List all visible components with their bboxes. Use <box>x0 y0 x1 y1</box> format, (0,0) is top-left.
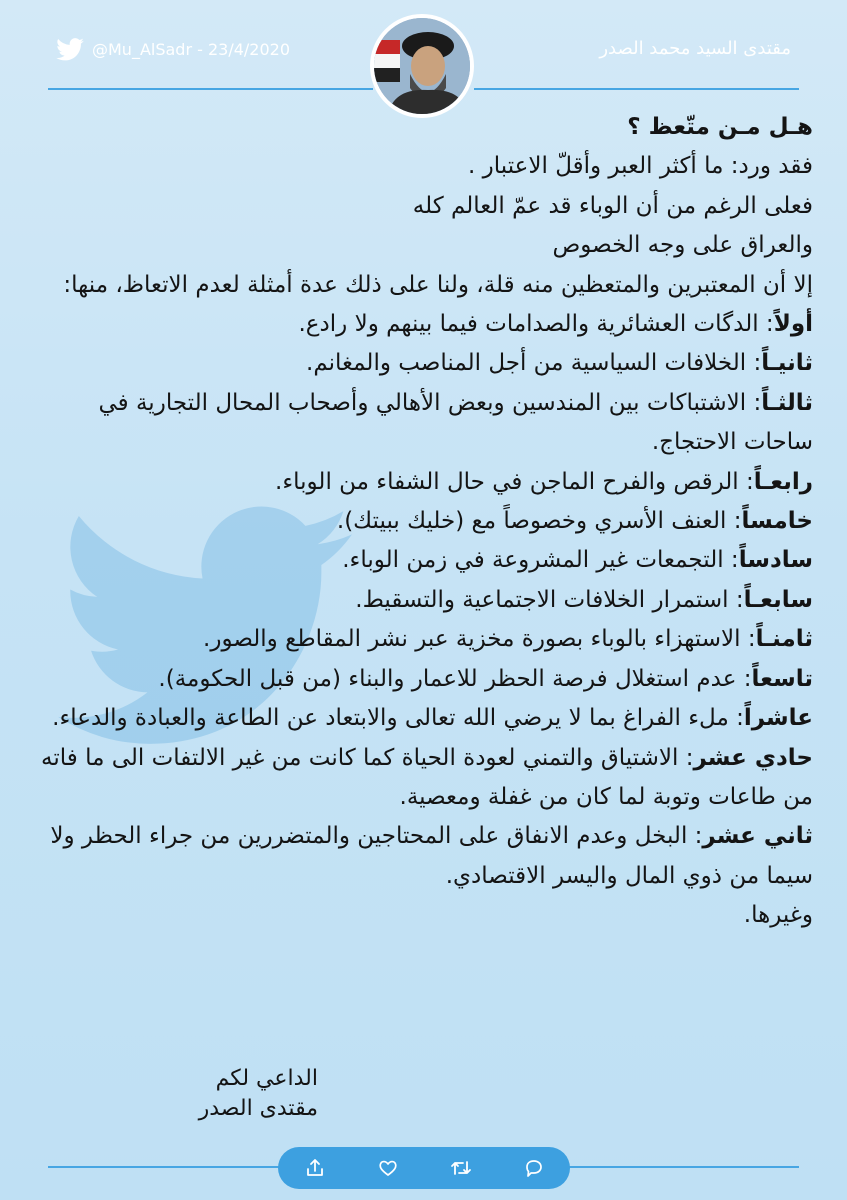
list-item <box>34 344 813 383</box>
item-text: : التجمعات غير المشروعة في زمن الوباء. <box>342 547 739 574</box>
item-text: : ملء الفراغ بما لا يرضي الله تعالى والابتعاد عن الطاعة والعبادة والدعاء. <box>52 705 744 732</box>
item-text: : البخل وعدم الانفاق على المحتاجين والمتضررين من جراء الحظر ولا سيما من ذوي المال واليسر الاقتصادي. <box>50 823 813 889</box>
list-item <box>34 384 813 463</box>
twitter-bird-icon <box>56 38 84 61</box>
list-item <box>34 620 813 659</box>
reply-icon <box>524 1158 544 1178</box>
list-item <box>34 541 813 580</box>
item-text: : الرقص والفرح الماجن في حال الشفاء من الوباء. <box>275 468 754 495</box>
item-text: : عدم استغلال فرصة الحظر للاعمار والبناء (من قبل الحكومة). <box>158 665 752 692</box>
item-label: رابعـاً <box>753 468 813 495</box>
avatar <box>370 14 474 118</box>
signature-line-2: مقتدى الصدر <box>198 1096 318 1121</box>
post-title: هـل مـن متّعظ ؟ <box>627 114 813 140</box>
item-label: ثانيـاً <box>761 350 813 377</box>
list-item <box>34 463 813 502</box>
list-item <box>34 817 813 896</box>
list-item <box>34 739 813 818</box>
like-icon <box>378 1158 398 1178</box>
list-item <box>34 581 813 620</box>
signature <box>118 1064 318 1124</box>
item-label: عاشراً <box>743 705 813 732</box>
retweet-button[interactable] <box>449 1156 473 1180</box>
retweet-icon <box>450 1158 472 1178</box>
item-label: ثالثـاً <box>761 389 813 416</box>
handle-text: @Mu_AlSadr - 23/4/2020 <box>92 40 291 59</box>
intro-line-3: والعراق على وجه الخصوص <box>552 232 813 259</box>
item-text: : استمرار الخلافات الاجتماعية والتسقيط. <box>355 586 744 613</box>
item-label: سادساً <box>738 547 813 574</box>
item-label: أولاً <box>773 311 813 338</box>
author-name: مقتدى السيد محمد الصدر <box>599 38 791 59</box>
item-text: : الاشتباكات بين المندسين وبعض الأهالي وأصحاب المحال التجارية في ساحات الاحتجاج. <box>98 389 813 456</box>
list-item <box>34 699 813 738</box>
item-label: ثامنـاً <box>755 626 813 653</box>
post-body <box>34 108 813 936</box>
action-bar <box>278 1147 570 1189</box>
reply-button[interactable] <box>522 1156 546 1180</box>
item-label: حادي عشر <box>693 744 813 771</box>
signature-line-1: الداعي لكم <box>215 1066 318 1091</box>
item-label: سابعـاً <box>743 586 813 613</box>
list-item <box>34 305 813 344</box>
intro-line-4: إلا أن المعتبرين والمتعظين منه قلة، ولنا على ذلك عدة أمثلة لعدم الاتعاظ، منها: <box>63 271 813 298</box>
closing-line: وغيرها. <box>743 902 813 929</box>
intro-line-1: فقد ورد: ما أكثر العبر وأقلّ الاعتبار . <box>468 153 813 180</box>
share-button[interactable] <box>303 1156 327 1180</box>
item-text: : الاشتياق والتمني لعودة الحياة كما كانت من غير الالتفات الى ما فاته من طاعات وتوبة لما كان من غفلة ومعصية. <box>41 744 813 810</box>
item-label: ثاني عشر <box>702 823 813 850</box>
item-text: : الدگات العشائرية والصدامات فيما بينهم ولا رادع. <box>298 311 774 338</box>
share-icon <box>305 1158 325 1178</box>
item-text: : الاستهزاء بالوباء بصورة مخزية عبر نشر المقاطع والصور. <box>203 626 756 653</box>
item-text: : العنف الأسري وخصوصاً مع (خليك ببيتك). <box>336 508 742 535</box>
item-text: : الخلافات السياسية من أجل المناصب والمغانم. <box>306 350 762 377</box>
list-item <box>34 502 813 541</box>
item-label: خامساً <box>741 508 813 535</box>
like-button[interactable] <box>376 1156 400 1180</box>
tweet-handle <box>56 38 290 61</box>
intro-line-2: فعلى الرغم من أن الوباء قد عمّ العالم كله <box>412 192 813 219</box>
item-label: تاسعاً <box>751 665 813 692</box>
list-item <box>34 660 813 699</box>
